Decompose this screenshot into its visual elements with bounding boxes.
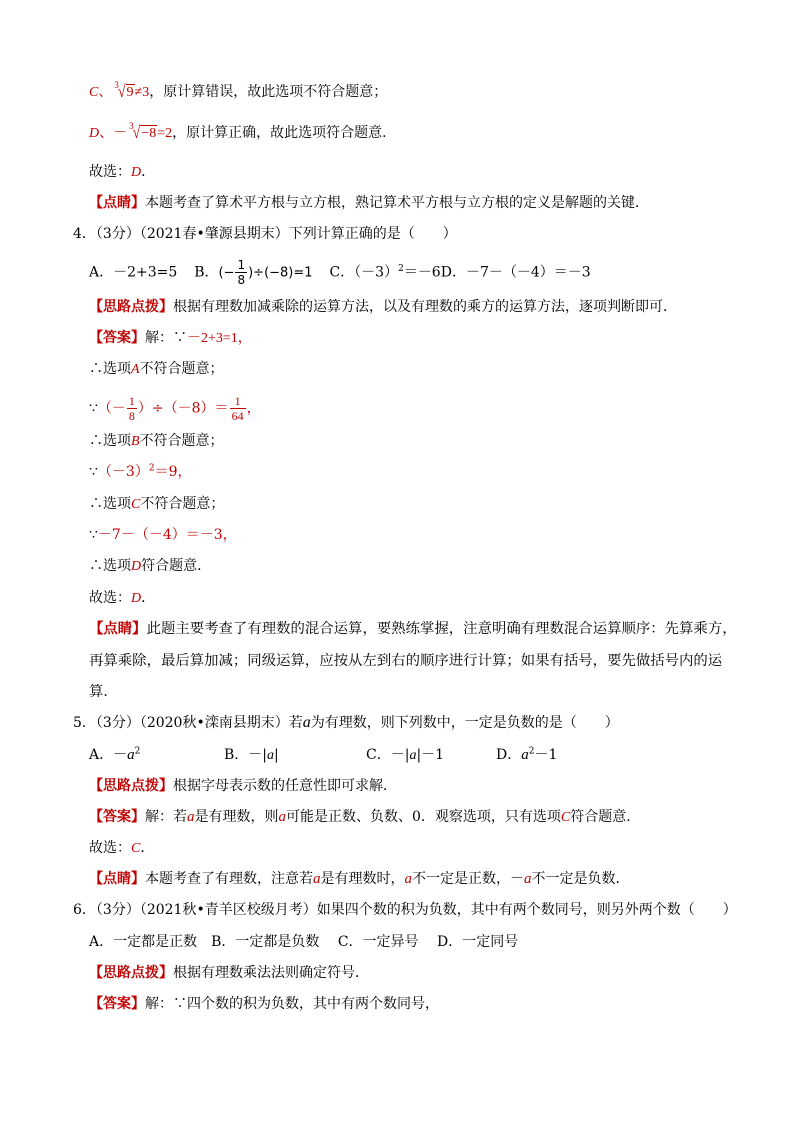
explanation: ，原计算错误，故此选项不符合题意； [149, 84, 388, 100]
variable: a [524, 871, 532, 887]
option-b-label: B． [194, 264, 219, 281]
hint-text: 根据有理数乘法法则确定符号． [173, 965, 369, 981]
q6-options [89, 932, 518, 952]
q6-header [73, 900, 737, 920]
comment-text: 不一定是负数． [531, 871, 630, 887]
choice-letter: D [131, 165, 142, 180]
exponent: 2 [398, 263, 404, 274]
root-body: −8 [141, 126, 157, 141]
q3-option-c-line [89, 82, 387, 103]
q5-options [89, 745, 557, 766]
option-label: D [89, 126, 100, 141]
exponent: 2 [528, 746, 535, 757]
step-option: B [131, 434, 140, 449]
choice-letter: D [131, 591, 142, 606]
q4-answer-line [89, 328, 252, 349]
q5-hint-line [89, 776, 397, 796]
choice-prefix: 故选： [89, 590, 131, 606]
option-b-open: (− [218, 265, 235, 281]
variable: a [521, 747, 529, 763]
variable: a [404, 871, 412, 887]
q6-answer-line [89, 994, 439, 1014]
q4-comment-line-3 [89, 682, 118, 702]
option-c: C．（－3） [329, 264, 399, 281]
step-rest: 符合题意． [141, 558, 212, 574]
q5-option-d [496, 747, 557, 763]
fraction-denominator: 8 [237, 273, 246, 287]
variable: a [267, 748, 275, 763]
root-index: 3 [114, 80, 119, 90]
separator: 、 [98, 84, 113, 100]
answer-intro: 解：∵ [145, 330, 187, 346]
header-post: 为有理数，则下列数中，一定是负数的是（ ） [310, 715, 619, 731]
choice-prefix: 故选： [89, 840, 131, 856]
option-a: A．－2+3=5 [89, 264, 178, 281]
option-label: A．－ [89, 747, 128, 763]
answer-text: 可能是正数、负数、0．观察选项，只有选项 [286, 809, 561, 825]
step-text: ∴选项 [89, 496, 131, 512]
explanation: ，原计算正确，故此选项符合题意． [172, 125, 397, 141]
answer-text: 符合题意． [570, 809, 641, 825]
choice-letter: C [131, 841, 141, 856]
calc-open: （－ [97, 400, 126, 417]
answer-tag: 【答案】 [89, 809, 145, 825]
hint-tag: 【思路点拨】 [89, 778, 173, 794]
cube-root: $^3$√−8 [129, 121, 157, 143]
option-b-rest: )÷(−8)=1 [248, 265, 313, 281]
calc-mid: ）÷（－8）＝ [137, 400, 229, 417]
step-rest: 不符合题意； [139, 433, 224, 449]
q5-option-c [366, 745, 496, 766]
q4-comment-line-1 [89, 619, 737, 639]
q5-answer-line [89, 807, 640, 828]
answer-text: 解：∵四个数的积为负数，其中有两个数同号， [145, 996, 439, 1012]
q5-option-a [89, 745, 224, 765]
q4-step2 [89, 431, 224, 452]
comment-tag: 【点睛】 [89, 871, 145, 887]
comment-text: 本题考查了算术平方根与立方根，熟记算术平方根与立方根的定义是解题的关键． [145, 195, 649, 211]
step-option: C [131, 497, 141, 512]
choice-end: ． [140, 840, 155, 856]
step-rest: 不符合题意； [139, 361, 224, 377]
variable: a [127, 747, 135, 763]
answer-tag: 【答案】 [89, 330, 145, 346]
exponent: 2 [148, 463, 155, 474]
hint-tag: 【思路点拨】 [89, 965, 173, 981]
variable: a [187, 809, 195, 825]
q4-step4 [89, 556, 211, 577]
answer-text: 解：若 [145, 809, 187, 825]
fraction-denominator: 8 [128, 409, 135, 423]
q3-comment-line [89, 193, 649, 213]
step-option: D [131, 559, 142, 574]
step-text: ∴选项 [89, 558, 131, 574]
option-end: | [274, 747, 279, 763]
q4-calc3 [89, 462, 192, 482]
options-text: A．一定都是正数 B．一定都是负数 C．一定异号 D．一定同号 [89, 934, 519, 950]
q3-option-d-line [89, 123, 396, 144]
q4-step3 [89, 494, 224, 515]
question-header-text: 6．（3分）（2021秋•青羊区校级月考）如果四个数的积为负数，其中有两个数同号，则另外两个数（ ） [73, 902, 737, 918]
because-symbol: ∵ [89, 464, 98, 480]
option-label: D． [496, 747, 522, 763]
comment-text: 算． [89, 684, 118, 700]
step-text: ∴选项 [89, 361, 131, 377]
because-symbol: ∵ [89, 527, 98, 543]
step-rest: 不符合题意； [140, 496, 225, 512]
comparison: ≠3 [134, 85, 150, 100]
q5-comment-line [89, 869, 630, 889]
because-symbol: ∵ [89, 400, 98, 417]
hint-text: 根据有理数加减乘除的运算方法，以及有理数的乘方的运算方法，逐项判断即可． [173, 299, 677, 315]
q4-options [89, 258, 591, 287]
q4-choice-line [89, 588, 155, 609]
comparison: =2 [157, 126, 173, 141]
q5-header [73, 713, 619, 733]
answer-calc: －2+3=1， [187, 331, 252, 346]
comment-tag: 【点睛】 [89, 620, 147, 637]
calc-fraction [127, 394, 137, 423]
separator: 、－ [99, 125, 128, 141]
option-b-fraction [235, 258, 247, 287]
q5-choice-line [89, 838, 154, 859]
result-fraction [230, 394, 246, 423]
comment-text: 再算乘除，最后算加减；同级运算，应按从左到右的顺序进行计算；如果有括号，要先做括号内的运 [89, 653, 723, 669]
variable: a [313, 871, 321, 887]
hint-text: 根据字母表示数的任意性即可求解． [173, 778, 397, 794]
option-label: B．－| [224, 747, 268, 763]
q4-step1 [89, 359, 224, 380]
option-end: |－1 [416, 747, 445, 763]
comment-text: 此题主要考查了有理数的混合运算，要熟练掌握，注意明确有理数混合运算顺序：先算乘方， [146, 621, 737, 637]
q6-hint-line [89, 963, 369, 983]
cube-root: $^3$√9 [114, 80, 134, 102]
root-index: 3 [129, 121, 134, 131]
option-end: －1 [534, 747, 558, 763]
q4-calc4 [89, 525, 237, 545]
q4-hint-line [89, 297, 677, 317]
calc-end: ， [246, 400, 261, 417]
fraction-numerator: 1 [230, 394, 246, 409]
hint-tag: 【思路点拨】 [89, 299, 173, 315]
step-option: A [131, 362, 140, 377]
variable: C [560, 810, 571, 825]
option-c-rest: ＝－6D．－7－（－4）＝－3 [403, 264, 591, 281]
option-label: C [89, 85, 99, 100]
calc-rest: ＝9， [154, 464, 192, 480]
fraction-numerator: 1 [128, 394, 135, 408]
choice-end: ． [141, 164, 156, 180]
q4-header [73, 224, 457, 244]
comment-text: 不一定是正数，－ [412, 871, 524, 887]
comment-tag: 【点睛】 [89, 195, 145, 211]
calc-text: （－3） [97, 464, 149, 480]
answer-text: 是有理数，则 [194, 809, 279, 825]
header-pre: 5．（3分）（2020秋•滦南县期末）若 [73, 715, 303, 731]
comment-text: 本题考查了有理数，注意若 [145, 871, 313, 887]
q4-calc2 [89, 394, 261, 423]
calc-text: －7－（－4）＝－3， [97, 527, 237, 543]
q4-comment-line-2 [89, 651, 722, 671]
q3-choice-line [89, 162, 155, 183]
step-text: ∴选项 [89, 433, 131, 449]
choice-end: ． [141, 590, 156, 606]
exponent: 2 [134, 746, 141, 757]
option-label: C．－| [366, 747, 410, 763]
variable: a [278, 809, 286, 825]
root-body: 9 [126, 85, 134, 100]
fraction-numerator: 1 [237, 258, 246, 272]
q5-option-b [224, 745, 366, 766]
choice-prefix: 故选： [89, 164, 131, 180]
variable: a [302, 714, 311, 731]
answer-tag: 【答案】 [89, 996, 145, 1012]
variable: a [409, 748, 417, 763]
comment-text: 是有理数时， [320, 871, 405, 887]
question-header-text: 4．（3分）（2021春•肇源县期末）下列计算正确的是（ ） [73, 226, 457, 242]
fraction-denominator: 64 [231, 409, 244, 423]
